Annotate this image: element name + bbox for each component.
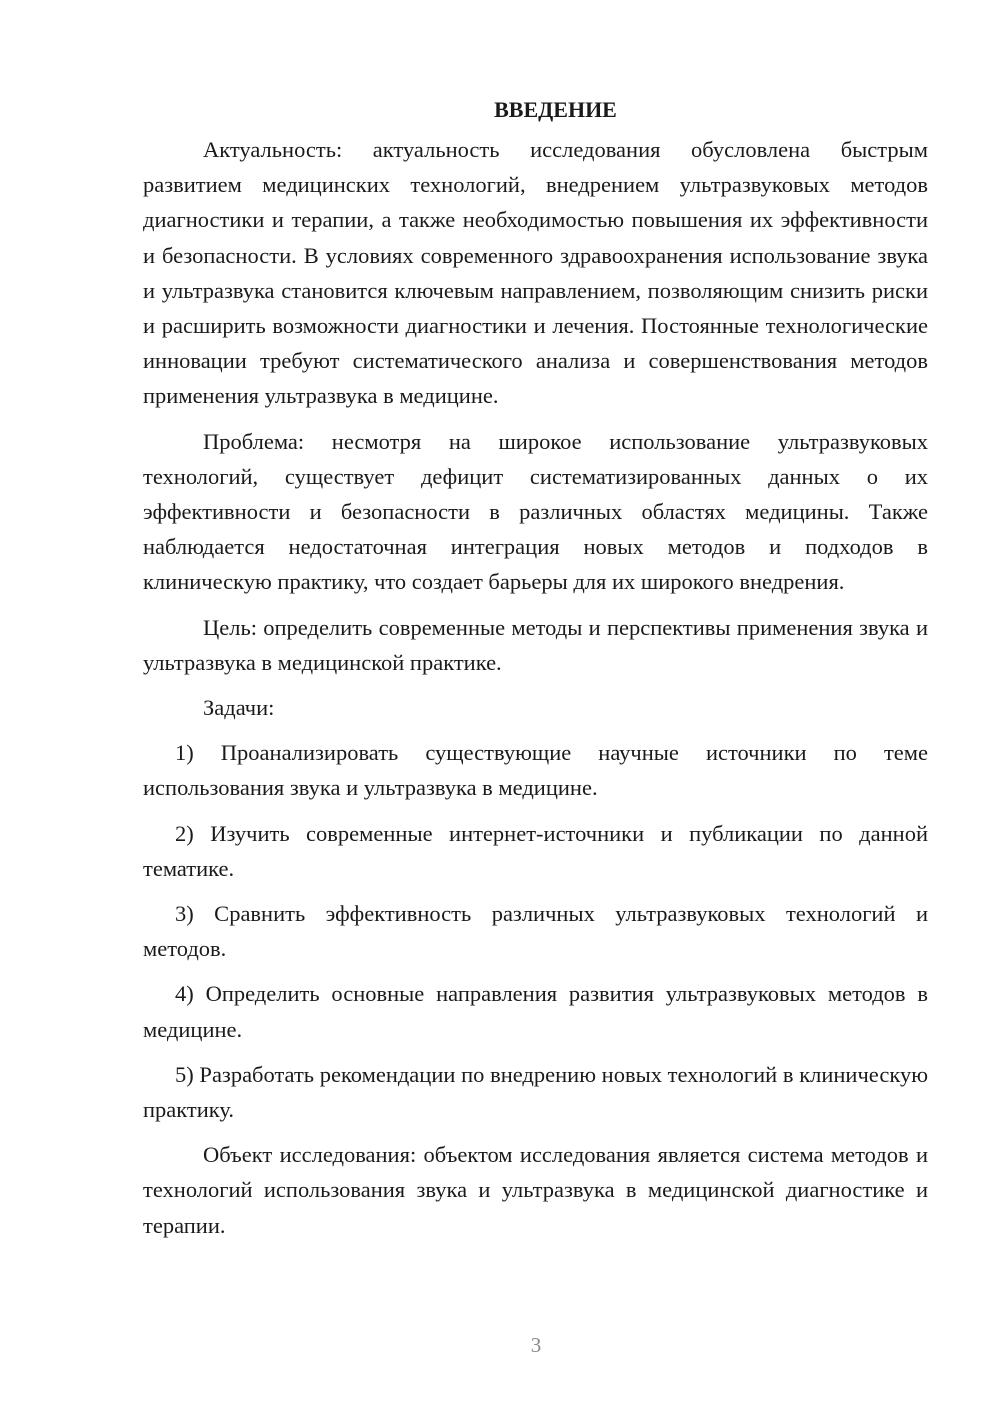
- task-item-5: 5) Разработать рекомендации по внедрению новых технологий в клиническую практику.: [143, 1061, 928, 1123]
- section-title: ВВЕДЕНИЕ: [494, 97, 617, 122]
- task-item-3: 3) Сравнить эффективность различных ультразвуковых технологий и методов.: [143, 901, 928, 962]
- paragraph-object: Объект исследования: объектом исследования является система методов и технологий использования звука и ультразвука в медицинской диагностике и терапии.: [143, 1142, 928, 1238]
- page-number: 3: [530, 1333, 542, 1357]
- paragraph-goal: Цель: определить современные методы и перспективы применения звука и ультразвука в медицинской практике.: [143, 614, 928, 675]
- task-item-1: 1) Проанализировать существующие научные источники по теме использования звука и ультразвука в медицине.: [143, 740, 928, 801]
- paragraph-relevance: Актуальность: актуальность исследования обусловлена быстрым развитием медицинских технологий, внедрением ультразвуковых методов диагностики и терапии, а также необходимостью повышения их эффективности и безопасности. В условиях современного здравоохранения использование звука и ультразвука становится ключевым направлением, позволяющим снизить риски и расширить возможности диагностики и лечения. Постоянные технологические инновации требуют систематического анализа и совершенствования методов применения ультразвука в медицине.: [143, 137, 928, 409]
- paragraph-problem: Проблема: несмотря на широкое использование ультразвуковых технологий, существует дефицит систематизированных данных о их эффективности и безопасности в различных областях медицины. Также наблюдается недостаточная интеграция новых методов и подходов в клиническую практику, что создает барьеры для их широкого внедрения.: [143, 428, 928, 595]
- page-content: [143, 92, 928, 1243]
- task-item-2: 2) Изучить современные интернет-источники и публикации по данной тематике.: [143, 820, 928, 881]
- task-item-4: 4) Определить основные направления развития ультразвуковых методов в медицине.: [143, 981, 928, 1042]
- tasks-heading: Задачи:: [203, 695, 275, 721]
